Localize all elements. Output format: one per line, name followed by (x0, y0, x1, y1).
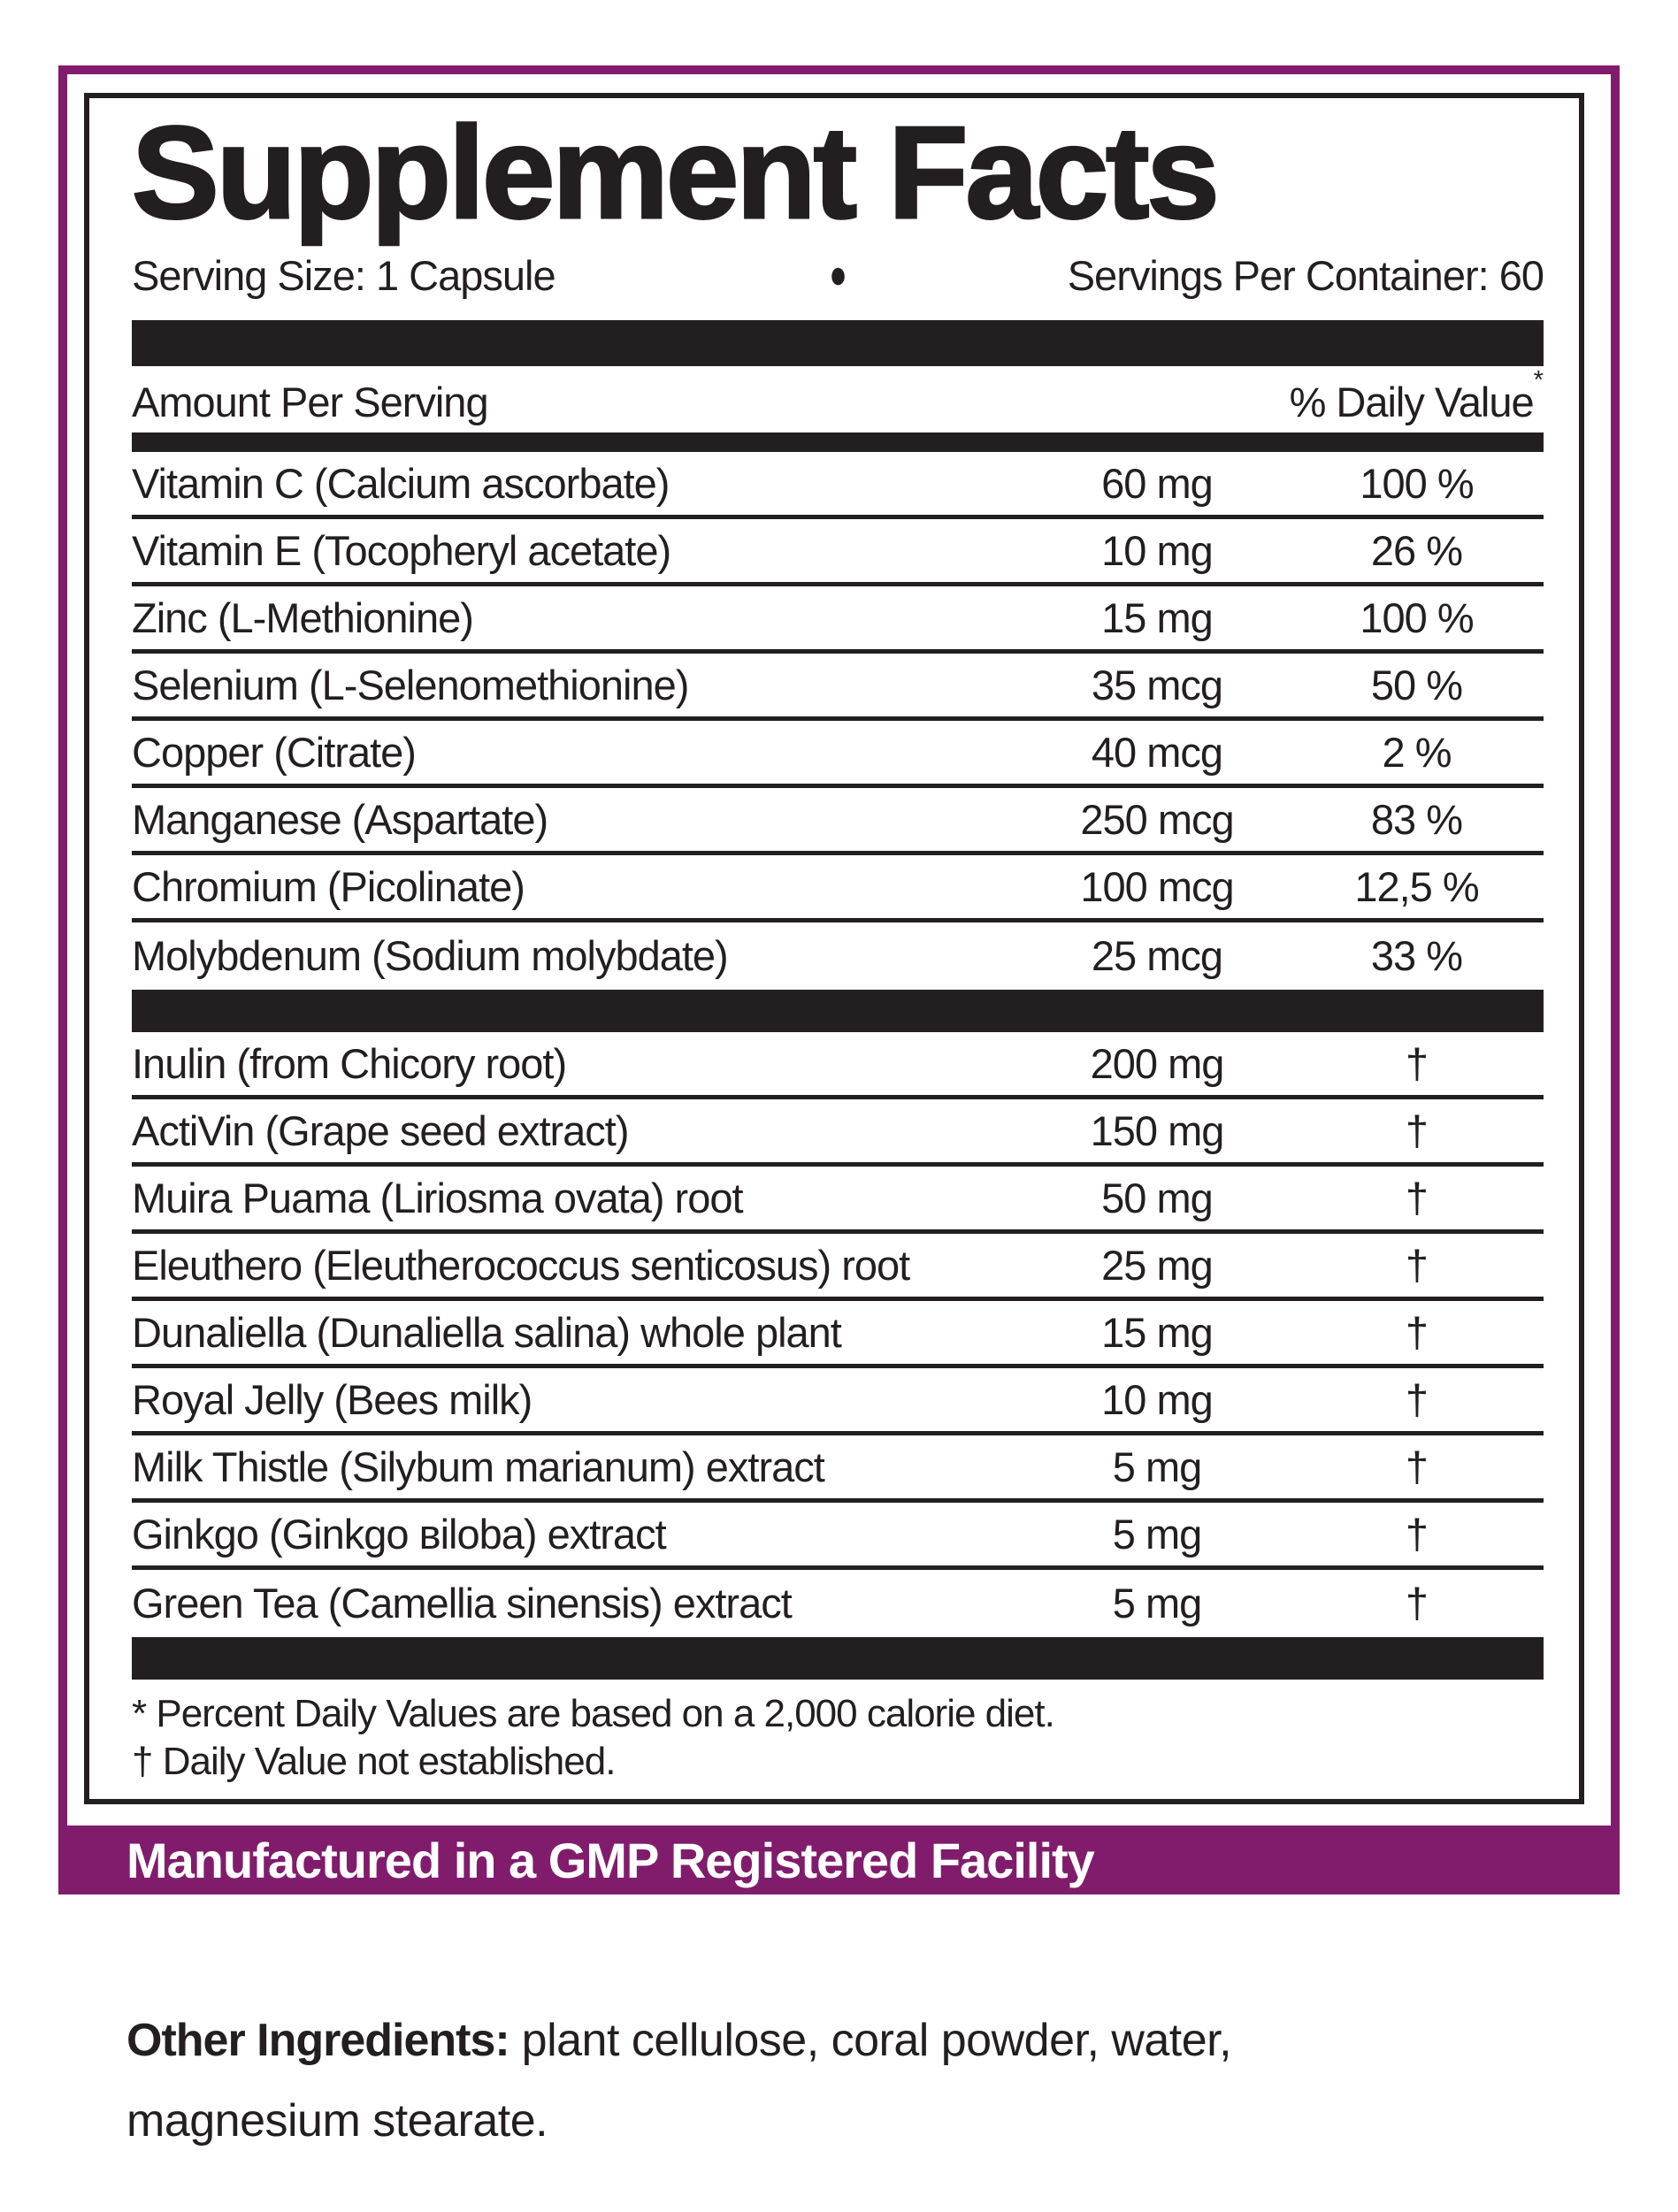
ingredient-amount: 25 mcg (1091, 932, 1223, 980)
footnotes (132, 1690, 1544, 1785)
table-row (132, 1234, 1544, 1301)
table-row (132, 788, 1544, 855)
ingredient-daily-value: 83 % (1370, 795, 1463, 843)
ingredient-daily-value: † (1405, 1443, 1429, 1490)
ingredient-amount: 15 mg (1101, 593, 1213, 641)
mid-divider-bar (132, 990, 1544, 1032)
servings-per-container-text: Servings Per Container: 60 (1067, 251, 1544, 299)
table-row (132, 452, 1544, 519)
other-ingredients-label: Other Ingredients: (126, 2015, 510, 2066)
ingredient-name: Zinc (L-Methionine) (132, 593, 473, 641)
ingredient-amount: 60 mg (1101, 459, 1213, 507)
ingredient-amount: 250 mcg (1080, 795, 1234, 843)
table-row (132, 586, 1544, 654)
table-row (132, 1301, 1544, 1368)
table-row (132, 1099, 1544, 1167)
ingredient-daily-value: † (1405, 1580, 1429, 1627)
ingredient-daily-value: 100 % (1360, 459, 1474, 507)
header-rule-bar (132, 432, 1544, 452)
ingredient-name: ActiVin (Grape seed extract) (132, 1106, 629, 1154)
ingredient-daily-value: 2 % (1382, 728, 1452, 776)
table-row (132, 1368, 1544, 1435)
ingredient-daily-value: † (1405, 1375, 1429, 1423)
ingredient-name: Dunaliella (Dunaliella salina) whole plant (132, 1308, 841, 1356)
ingredient-name: Vitamin C (Calcium ascorbate) (132, 459, 670, 507)
ingredient-amount: 40 mcg (1091, 728, 1223, 776)
ingredient-amount: 200 mg (1090, 1039, 1224, 1087)
ingredient-name: Eleuthero (Eleutherococcus senticosus) root (132, 1241, 910, 1289)
panel-title: Supplement Facts (132, 100, 1217, 246)
ingredient-name: Manganese (Aspartate) (132, 795, 548, 843)
ingredient-daily-value: 12,5 % (1354, 862, 1479, 910)
daily-value-header-text: % Daily Value (1289, 378, 1534, 425)
table-header-row (132, 366, 1544, 425)
other-ingredients-line2: magnesium stearate. (126, 2095, 548, 2147)
serving-size-text: Serving Size: 1 Capsule (132, 251, 556, 299)
ingredient-daily-value: 33 % (1370, 932, 1463, 980)
table-row (132, 1570, 1544, 1637)
bullet-separator-icon: ● (829, 252, 847, 298)
daily-value-asterisk: * (1533, 366, 1544, 395)
table-row (132, 1435, 1544, 1503)
ingredient-name: Vitamin E (Tocopheryl acetate) (132, 526, 671, 574)
amount-per-serving-header: Amount Per Serving (132, 378, 488, 425)
footnote-dagger: † Daily Value not established. (132, 1739, 616, 1783)
footnote-percent-dv: * Percent Daily Values are based on a 2,000 calorie diet. (132, 1691, 1054, 1735)
ingredient-amount: 35 mcg (1091, 661, 1223, 708)
table-row (132, 922, 1544, 990)
ingredient-name: Royal Jelly (Bees milk) (132, 1375, 533, 1423)
ingredient-amount: 10 mg (1101, 1375, 1213, 1423)
table-row (132, 1503, 1544, 1570)
gmp-banner: Manufactured in a GMP Registered Facility (58, 1825, 1620, 1894)
ingredient-daily-value: † (1405, 1308, 1429, 1356)
top-divider-bar (132, 320, 1544, 366)
ingredient-amount: 150 mg (1090, 1106, 1224, 1154)
ingredient-daily-value: 100 % (1360, 593, 1474, 641)
ingredient-daily-value: † (1405, 1106, 1429, 1154)
table-row (132, 721, 1544, 788)
table-row (132, 1167, 1544, 1234)
ingredient-daily-value: 26 % (1370, 526, 1463, 574)
serving-row (132, 253, 1544, 299)
ingredient-amount: 100 mcg (1080, 862, 1234, 910)
table-row (132, 654, 1544, 721)
ingredient-name: Chromium (Picolinate) (132, 862, 525, 910)
table-row (132, 1032, 1544, 1099)
table-row (132, 855, 1544, 922)
ingredient-name: Muira Puama (Liriosma ovata) root (132, 1174, 743, 1221)
ingredient-amount: 5 mg (1112, 1580, 1202, 1627)
ingredient-amount: 50 mg (1101, 1174, 1213, 1221)
ingredient-name: Molybdenum (Sodium molybdate) (132, 932, 728, 980)
daily-value-header (1289, 366, 1544, 425)
ingredient-name: Copper (Citrate) (132, 728, 416, 776)
ingredient-amount: 5 mg (1112, 1510, 1202, 1558)
ingredient-name: Inulin (from Chicory root) (132, 1039, 567, 1087)
table-row (132, 519, 1544, 586)
botanicals-table (132, 1032, 1544, 1637)
supplement-facts-panel (84, 93, 1584, 1804)
ingredient-name: Green Tea (Camellia sinensis) extract (132, 1580, 792, 1627)
ingredient-name: Selenium (L-Selenomethionine) (132, 661, 689, 708)
label-inner-area (67, 74, 1611, 1825)
ingredient-daily-value: † (1405, 1039, 1429, 1087)
ingredient-amount: 5 mg (1112, 1443, 1202, 1490)
ingredient-daily-value: † (1405, 1241, 1429, 1289)
ingredient-name: Ginkgo (Ginkgo ʙiloba) extract (132, 1510, 666, 1558)
other-ingredients (126, 2001, 1391, 2162)
ingredient-daily-value: † (1405, 1174, 1429, 1221)
label-frame (58, 65, 1620, 1894)
ingredient-daily-value: † (1405, 1510, 1429, 1558)
ingredient-amount: 25 mg (1101, 1241, 1213, 1289)
ingredient-amount: 15 mg (1101, 1308, 1213, 1356)
ingredient-amount: 10 mg (1101, 526, 1213, 574)
nutrients-table (132, 452, 1544, 990)
bottom-divider-bar (132, 1637, 1544, 1680)
ingredient-name: Milk Thistle (Silybum marianum) extract (132, 1443, 824, 1490)
other-ingredients-line1: plant cellulose, coral powder, water, (509, 2015, 1232, 2066)
ingredient-daily-value: 50 % (1370, 661, 1463, 708)
